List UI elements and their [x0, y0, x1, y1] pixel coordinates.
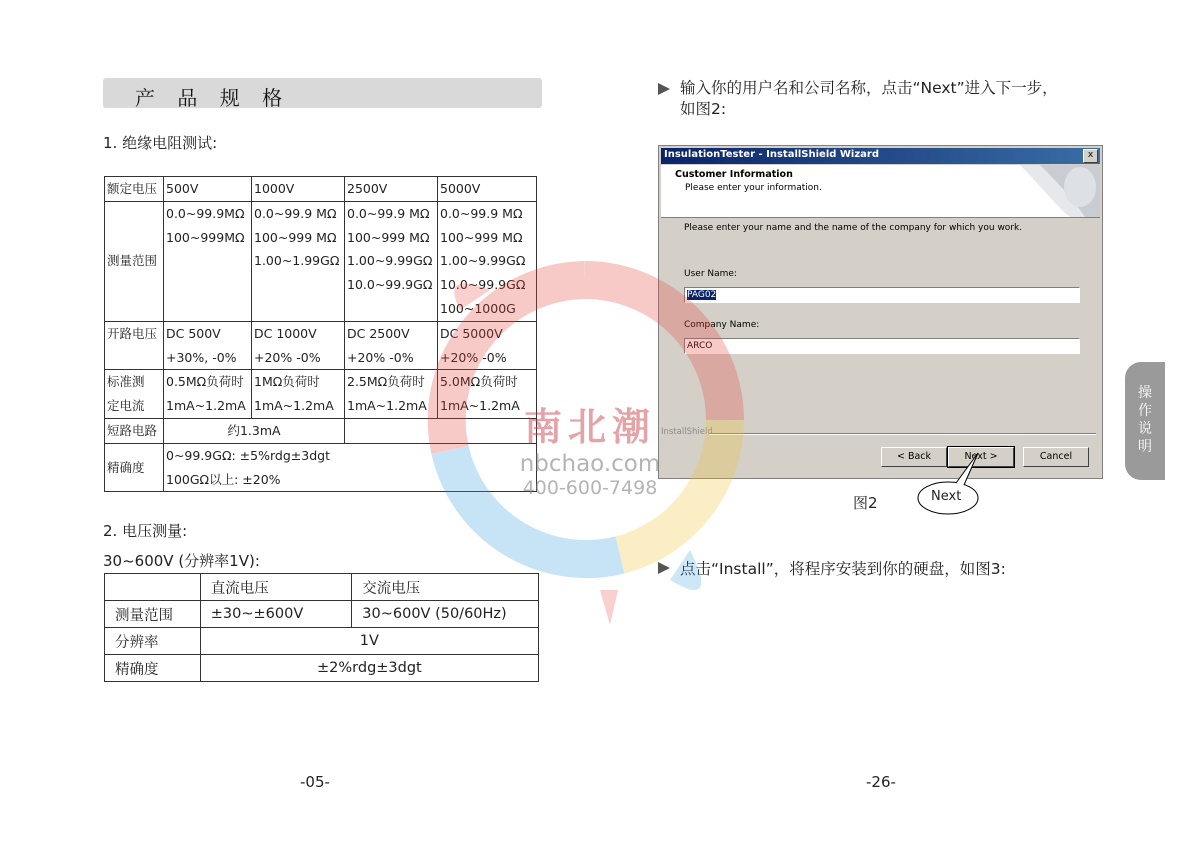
table-row [105, 370, 537, 419]
voltage-cell: 1000V [252, 177, 345, 202]
user-name-input[interactable] [684, 287, 1080, 303]
header-subtitle: Please enter your information. [685, 183, 822, 193]
back-button[interactable]: < Back [881, 447, 947, 467]
empty-cell [345, 418, 537, 443]
side-tab-label: 操作说明 [1138, 385, 1152, 455]
dialog-titlebar [661, 148, 1100, 164]
std-current-cell [164, 370, 252, 419]
cell-line: +20% -0% [347, 349, 414, 365]
range-line: 0.0~99.9 MΩ [440, 205, 523, 221]
accuracy-cell [164, 443, 537, 492]
table-row [105, 628, 539, 655]
std-current-cell [345, 370, 438, 419]
accuracy-value: ±2%rdg±3dgt [200, 655, 538, 682]
row-resolution-label: 分辨率 [105, 628, 201, 655]
watermark-brand: 南北潮 [523, 405, 656, 449]
cell-line: 定电流 [107, 398, 145, 414]
range-line: 100~999MΩ [166, 229, 245, 245]
col-dc: 直流电压 [200, 574, 352, 601]
watermark-phone: 400-600-7498 [522, 477, 658, 499]
col-ac: 交流电压 [352, 574, 539, 601]
short-circuit-value: 约1.3mA [164, 418, 345, 443]
installshield-dialog [658, 145, 1103, 479]
table-row [105, 443, 537, 492]
instruction-2: 点击“Install”，将程序安装到你的硬盘，如图3: [680, 560, 1006, 578]
range-line: 0.0~99.9MΩ [166, 205, 245, 221]
callout-bubble-icon [910, 445, 990, 520]
user-name-label: User Name: [684, 269, 737, 279]
cell-line: 100GΩ以上: ±20% [166, 471, 281, 487]
open-voltage-label: 开路电压 [105, 321, 164, 370]
voltage-cell: 500V [164, 177, 252, 202]
side-tab [1125, 362, 1165, 480]
cell-line: +20% -0% [440, 349, 507, 365]
divider [709, 433, 1096, 435]
cell-line: DC 500V [166, 325, 221, 341]
instruction-line: 如图2: [680, 100, 727, 118]
resolution-value: 1V [200, 628, 538, 655]
table-row [105, 601, 539, 628]
next-button[interactable]: Next > [948, 447, 1014, 467]
range-line: 10.0~99.9GΩ [347, 277, 433, 293]
open-voltage-cell [252, 321, 345, 370]
empty-cell [105, 574, 201, 601]
table-row [105, 574, 539, 601]
cancel-button[interactable]: Cancel [1023, 447, 1089, 467]
instruction-line: 输入你的用户名和公司名称，点击“Next”进入下一步， [680, 79, 1058, 97]
dialog-header [661, 165, 1100, 218]
std-current-label [105, 370, 164, 419]
range-cell [252, 201, 345, 321]
cell-line: 1mA~1.2mA [347, 398, 427, 414]
watermark-site: nbchao.com [519, 451, 661, 477]
section-title: 产 品 规 格 [135, 86, 291, 110]
open-voltage-cell [345, 321, 438, 370]
cell-line: +30%, -0% [166, 349, 237, 365]
voltage-heading: 2. 电压测量: [103, 522, 188, 540]
range-ac: 30~600V (50/60Hz) [352, 601, 539, 628]
cell-line: 1mA~1.2mA [166, 398, 246, 414]
range-line: 10.0~99.9GΩ [440, 277, 526, 293]
std-current-cell [252, 370, 345, 419]
callout-text: Next [931, 489, 962, 504]
dialog-prompt: Please enter your name and the name of the company for which you work. [684, 223, 1023, 233]
open-voltage-cell [164, 321, 252, 370]
range-line: 100~999 MΩ [254, 229, 337, 245]
bullet-arrow-icon [658, 562, 670, 574]
page-number-left: -05- [300, 773, 330, 791]
range-line: 100~999 MΩ [347, 229, 430, 245]
close-button[interactable]: x [1083, 149, 1098, 163]
user-name-value: PAG02 [687, 290, 717, 300]
range-label: 测量范围 [105, 201, 164, 321]
row-range-label: 测量范围 [105, 601, 201, 628]
installshield-brand: InstallShield [661, 427, 713, 437]
cell-line: DC 2500V [347, 325, 410, 341]
range-cell [438, 201, 537, 321]
cell-line: 0~99.9GΩ: ±5%rdg±3dgt [166, 447, 330, 463]
cell-line: +20% -0% [254, 349, 321, 365]
cell-line: DC 5000V [440, 325, 503, 341]
insulation-heading: 1. 绝缘电阻测试: [103, 134, 218, 152]
table-row [105, 418, 537, 443]
cell-line: 1mA~1.2mA [440, 398, 520, 414]
range-line: 100~1000G [440, 300, 516, 316]
range-line: 0.0~99.9 MΩ [254, 205, 337, 221]
cell-line: 2.5MΩ负荷时 [347, 374, 425, 390]
voltage-cell: 5000V [438, 177, 537, 202]
range-line: 0.0~99.9 MΩ [347, 205, 430, 221]
row-accuracy-label: 精确度 [105, 655, 201, 682]
range-cell [164, 201, 252, 321]
dialog-title: InsulationTester - InstallShield Wizard [664, 149, 880, 160]
open-voltage-cell [438, 321, 537, 370]
instruction-1 [680, 78, 1058, 120]
range-cell [345, 201, 438, 321]
table-row [105, 321, 537, 370]
cell-line: 标准测 [107, 374, 145, 390]
short-circuit-label: 短路电路 [105, 418, 164, 443]
cell-line: 1MΩ负荷时 [254, 374, 320, 390]
voltage-cell: 2500V [345, 177, 438, 202]
table-row [105, 177, 537, 202]
header-title: Customer Information [675, 169, 793, 180]
company-name-input[interactable]: ARCO [684, 338, 1080, 354]
rated-voltage-label: 额定电压 [105, 177, 164, 202]
table-row [105, 201, 537, 321]
std-current-cell [438, 370, 537, 419]
table-row [105, 655, 539, 682]
accuracy-label: 精确度 [105, 443, 164, 492]
section-title-bar [103, 78, 542, 108]
range-line: 1.00~9.99GΩ [347, 253, 433, 269]
figure-label: 图2 [853, 494, 878, 512]
insulation-spec-table [104, 176, 537, 492]
page-number-right: -26- [866, 773, 896, 791]
voltage-spec-table [104, 573, 539, 682]
cell-line: 1mA~1.2mA [254, 398, 334, 414]
cell-line: 5.0MΩ负荷时 [440, 374, 518, 390]
header-graphic-icon [1000, 165, 1100, 217]
company-name-label: Company Name: [684, 320, 760, 330]
range-line: 1.00~9.99GΩ [440, 253, 526, 269]
bullet-arrow-icon [658, 83, 670, 95]
range-dc: ±30~±600V [200, 601, 352, 628]
cell-line: 0.5MΩ负荷时 [166, 374, 244, 390]
range-line: 1.00~1.99GΩ [254, 253, 340, 269]
voltage-subheading: 30~600V (分辨率1V): [103, 552, 260, 570]
cell-line: DC 1000V [254, 325, 317, 341]
range-line: 100~999 MΩ [440, 229, 523, 245]
